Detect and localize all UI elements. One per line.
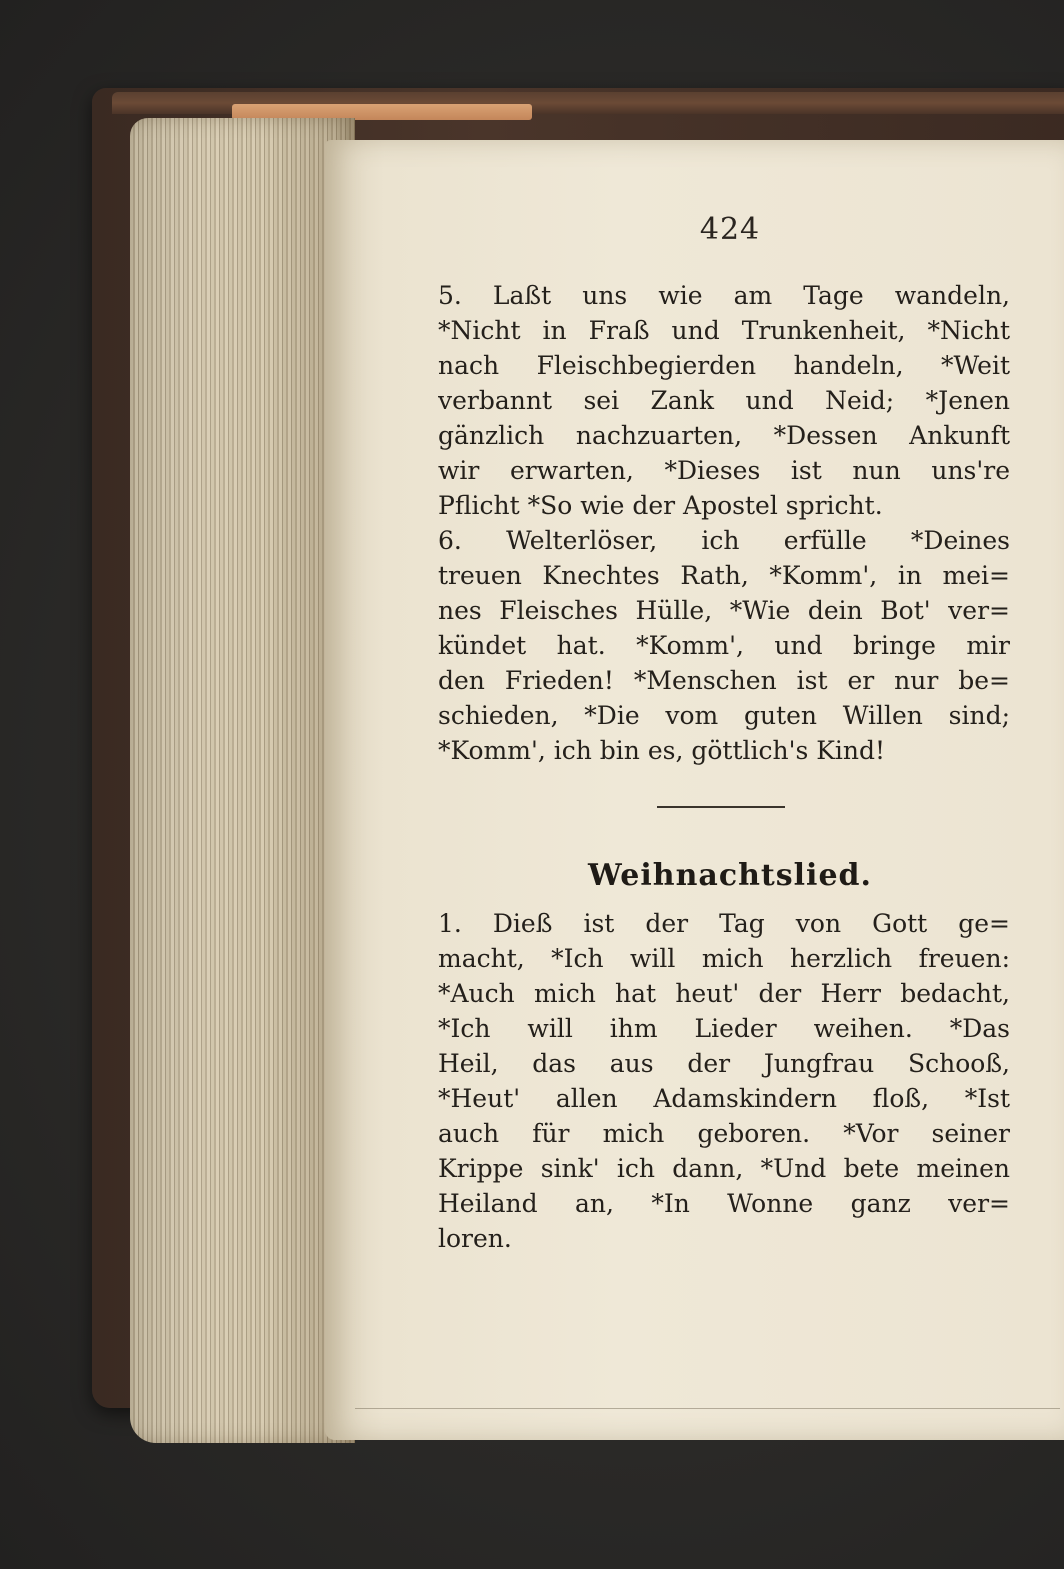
song-title: Weihnachtslied. — [588, 858, 872, 893]
text-line: *Auch mich hat heut' der Herr bedacht, — [438, 979, 1010, 1008]
text-line: auch für mich geboren. *Vor seiner — [438, 1119, 1010, 1148]
text-line: Heil, das aus der Jungfrau Schooß, — [438, 1049, 1010, 1078]
text-line: treuen Knechtes Rath, *Komm', in mei= — [438, 561, 1010, 590]
text-line: *Nicht in Fraß und Trunkenheit, *Nicht — [438, 316, 1010, 345]
stanzas-bottom — [438, 906, 1010, 1256]
text-line: wir erwarten, *Dieses ist nun uns're — [438, 456, 1010, 485]
page-number: 424 — [699, 212, 761, 247]
text-line: 6. Welterlöser, ich erfülle *Deines — [438, 526, 1010, 555]
text-line: den Frieden! *Menschen ist er nur be= — [438, 666, 1010, 695]
text-line: macht, *Ich will mich herzlich freuen: — [438, 944, 1010, 973]
text-line: gänzlich nachzuarten, *Dessen Ankunft — [438, 421, 1010, 450]
text-line: *Komm', ich bin es, göttlich's Kind! — [438, 736, 886, 765]
text-line: Pflicht *So wie der Apostel spricht. — [438, 491, 883, 520]
text-line: nes Fleisches Hülle, *Wie dein Bot' ver= — [438, 596, 1010, 625]
page-block-shading — [130, 118, 355, 1443]
text-line: nach Fleischbegierden handeln, *Weit — [438, 351, 1010, 380]
section-divider — [657, 806, 785, 808]
text-line: kündet hat. *Komm', und bringe mir — [438, 631, 1010, 660]
page-bottom-edge — [355, 1408, 1060, 1409]
text-line: 5. Laßt uns wie am Tage wandeln, — [438, 281, 1010, 310]
text-line: Krippe sink' ich dann, *Und bete meinen — [438, 1154, 1010, 1183]
text-line: verbannt sei Zank und Neid; *Jenen — [438, 386, 1010, 415]
text-line: Heiland an, *In Wonne ganz ver= — [438, 1189, 1010, 1218]
text-line: 1. Dieß ist der Tag von Gott ge= — [438, 909, 1010, 938]
stanzas-top — [438, 278, 1010, 768]
text-line: schieden, *Die vom guten Willen sind; — [438, 701, 1010, 730]
text-line: *Heut' allen Adamskindern floß, *Ist — [438, 1084, 1010, 1113]
text-line: loren. — [438, 1224, 512, 1253]
text-line: *Ich will ihm Lieder weihen. *Das — [438, 1014, 1010, 1043]
